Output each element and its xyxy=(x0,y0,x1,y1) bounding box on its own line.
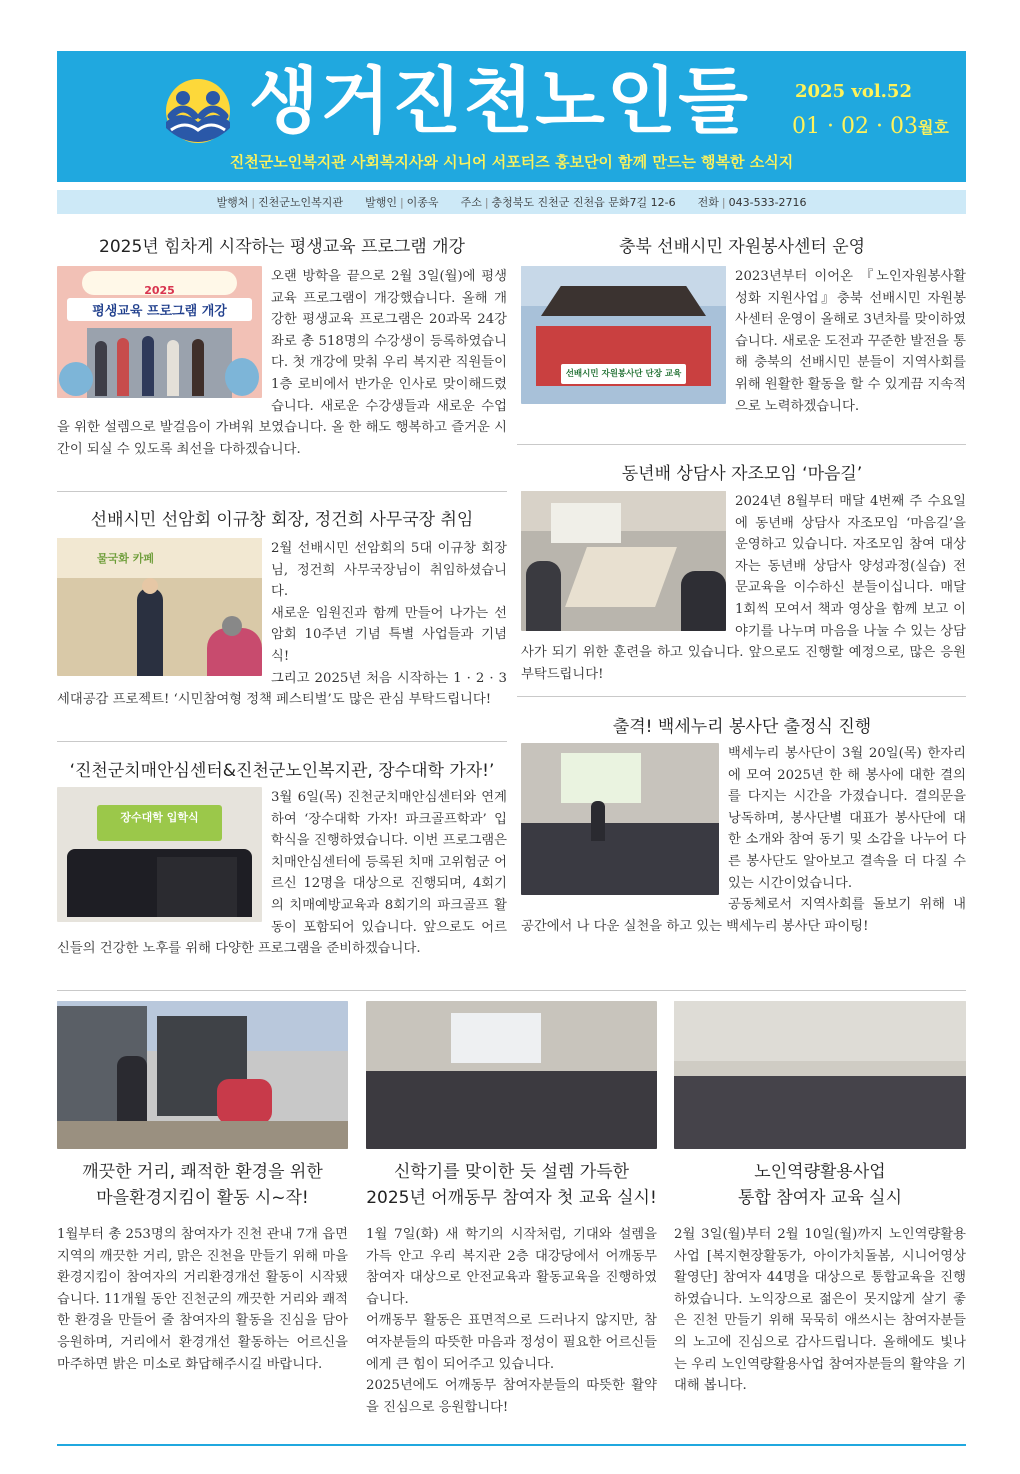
column-divider xyxy=(57,491,507,492)
column-divider xyxy=(517,696,966,697)
article-body: 오랜 방학을 끝으로 2월 3일(월)에 평생교육 프로그램이 개강했습니다. 올해 개강한 평생교육 프로그램은 20과목 24강좌로 총 518명의 수강생이 등록하였습니다. 첫 개강에 맞춰 우리 복지관 직원들이 1층 로비에서 반가운 인사로 맞이해드렸습니다. 새로운 수강생들과 새로운 수업을 위한 설렘으로 발걸음이 가벼워 보였습니다. 올 한 해도 행복하고 즐거운 시간이 되실 수 있도록 최선을 다하겠습니다. xyxy=(57,269,507,457)
article-body: 2월 선배시민 선암회의 5대 이규창 회장님, 정건희 사무국장님이 취임하셨습니다. 새로운 임원진과 함께 만들어 나가는 선암회 10주년 기념 특별 사업들과 기념식! 그리고 2025년 처음 시작하는 1 · 2 · 3세대공감 프로젝트! ‘시민참여형 정책 페스티벌’도 많은 관심 부탁드립니다! xyxy=(57,541,507,708)
publisher-info: 발행처 | 진천군노인복지관 xyxy=(216,196,344,209)
logo-icon xyxy=(161,78,235,144)
volunteer-center-photo xyxy=(521,266,726,404)
article-inauguration xyxy=(57,538,507,711)
newsletter-title: 생거진천노인들 xyxy=(249,59,750,143)
issue-months: 01 · 02 · 03 xyxy=(792,114,918,139)
article-title: 깨끗한 거리, 쾌적한 환경을 위한 마을환경지킴이 활동 시~작! xyxy=(82,1162,323,1208)
article-title: 신학기를 맞이한 듯 설렘 가득한 2025년 어깨동무 참여자 첫 교육 실시! xyxy=(366,1162,657,1208)
capacity-program-photo xyxy=(674,1001,966,1149)
article-body: 2월 3일(월)부터 2월 10일(월)까지 노인역량활용사업 [복지현장활동가, 아이가치돌봄, 시니어영상활영단] 참여자 44명을 대상으로 통합교육을 진행하였습니다. 노익장으로 젊은이 못지않게 살기 좋은 진천 만들기 위해 묵묵히 애쓰시는 참여자분들의 노고에 진심으로 감사드립니다. 올해에도 빛나는 우리 노인역량활용사업 참여자분들의 활약을 기대해 봅니다. xyxy=(674,1227,966,1394)
address-info: 주소 | 충청북도 진천군 진천읍 문화7길 12-6 xyxy=(460,196,676,209)
article-body: 2023년부터 이어온 『노인자원봉사활성화 지원사업』충북 선배시민 자원봉사센터 운영이 올해로 3년차를 맞이하였습니다. 새로운 도전과 꾸준한 발전을 통해 충북의 선배시민 분들이 지역사회를 위해 원활한 활동을 할 수 있게끔 지속적으로 노력하겠습니다. xyxy=(735,269,966,414)
newsletter-subtitle: 진천군노인복지관 사회복지사와 시니어 서포터즈 홍보단이 함께 만드는 행복한 소식지 xyxy=(229,153,794,171)
article-title: 선배시민 선암회 이규창 회장, 정건희 사무국장 취임 xyxy=(90,510,474,530)
volume-label: 2025 vol.52 xyxy=(795,81,912,102)
article-body: 1월 7일(화) 새 학기의 시작처럼, 기대와 설렘을 가득 안고 우리 복지관 2층 대강당에서 어깨동무 참여자 대상으로 안전교육과 활동교육을 진행하였습니다. 어깨동무 활동은 표면적으로 드러나지 않지만, 참여자분들의 따뜻한 마음과 정성이 필요한 어르신들에게 큰 힘이 되어주고 있습니다. 2025년에도 어깨동무 참여자분들의 따뜻한 활약을 진심으로 응원합니다! xyxy=(366,1227,657,1415)
dementia-center-photo xyxy=(57,787,262,922)
article-education xyxy=(57,266,507,460)
volunteer-launch-photo xyxy=(521,743,719,895)
article-title: ‘진천군치매안심센터&진천군노인복지관, 장수대학 가자!’ xyxy=(69,761,495,781)
editor-info: 발행인 | 이종욱 xyxy=(365,196,439,209)
publisher-info-bar xyxy=(57,190,966,214)
article-body: 백세누리 봉사단이 3월 20일(목) 한자리에 모여 2025년 한 해 봉사에 대한 결의를 다지는 시간을 가졌습니다. 결의문을 낭독하며, 봉사단별 대표가 봉사단에 대한 소개와 참여 동기 및 소감을 나누어 다른 봉사단도 알아보고 결속을 더 다질 수 있는 시간이었습니다. 공동체로서 지역사회를 돌보기 위해 내 공간에서 나 다운 실천을 하고 있는 백세누리 봉사단 파이팅! xyxy=(521,746,966,934)
article-title: 동년배 상담사 자조모임 ‘마음길’ xyxy=(621,464,863,484)
peer-counselor-photo xyxy=(521,491,726,631)
environment-photo xyxy=(57,1001,348,1149)
article-peer-counselor xyxy=(521,491,966,685)
photo-banner-year: 2025 xyxy=(144,284,175,297)
article-title: 출격! 백세누리 봉사단 출정식 진행 xyxy=(612,717,872,737)
issue-suffix: 월호 xyxy=(917,118,949,137)
education-photo xyxy=(57,266,262,398)
article-title: 노인역량활용사업 통합 참여자 교육 실시 xyxy=(737,1162,902,1208)
photo-banner-caption: 평생교육 프로그램 개강 xyxy=(67,298,252,321)
section-divider xyxy=(57,990,966,991)
article-dementia-center xyxy=(57,787,507,960)
column-divider xyxy=(517,444,966,445)
article-volunteer-launch xyxy=(521,743,966,937)
photo-banner-text: 장수대학 입학식 xyxy=(120,811,199,824)
shoulder-friend-photo xyxy=(366,1001,657,1149)
article-body: 2024년 8월부터 매달 4번째 주 수요일에 동년배 상담사 자조모임 ‘마음길’을 운영하고 있습니다. 자조모임 참여 대상자는 동년배 상담사 양성과정(실습) 전문교육을 이수하신 분들이십니다. 매달 1회씩 모여서 책과 영상을 함께 보고 이야기를 나누며 마음을 나눌 수 있는 상담사가 되기 위한 훈련을 하고 있습니다. 앞으로도 진행할 예정으로, 많은 응원 부탁드립니다! xyxy=(521,494,966,682)
article-title: 충북 선배시민 자원봉사센터 운영 xyxy=(618,237,866,257)
page-bottom-rule xyxy=(57,1444,966,1446)
article-volunteer-center xyxy=(521,266,966,417)
photo-banner-text: 선배시민 자원봉사단 단장 교육 xyxy=(565,369,682,379)
issue-label xyxy=(792,114,949,139)
column-divider xyxy=(57,741,507,742)
article-title: 2025년 힘차게 시작하는 평생교육 프로그램 개강 xyxy=(99,237,465,257)
phone-info: 전화 | 043-533-2716 xyxy=(697,196,807,209)
masthead xyxy=(57,51,966,182)
inauguration-photo xyxy=(57,538,262,676)
article-body: 3월 6일(목) 진천군치매안심센터와 연계하여 ‘장수대학 가자! 파크골프학과’ 입학식을 진행하였습니다. 이번 프로그램은 치매안심센터에 등록된 치매 고위험군 어르신 12명을 대상으로 진행되며, 4회기의 치매예방교육과 8회기의 파크골프 활동이 포함되어 있습니다. 앞으로도 어르신들의 건강한 노후를 위해 다양한 프로그램을 준비하겠습니다. xyxy=(57,790,507,957)
article-body: 1월부터 총 253명의 참여자가 진천 관내 7개 읍면 지역의 깨끗한 거리, 맑은 진천을 만들기 위해 마을환경지킴이 참여자의 거리환경개선 활동이 시작됐습니다. 11개월 동안 진천군의 깨끗한 거리와 쾌적한 환경을 만들어 줄 참여자의 활동을 진심을 담아 응원하며, 거리에서 환경개선 활동하는 어르신을 마주하면 밝은 미소로 화답해주시길 바랍니다. xyxy=(57,1227,348,1372)
photo-sign-text: 물국화 카페 xyxy=(97,552,154,565)
